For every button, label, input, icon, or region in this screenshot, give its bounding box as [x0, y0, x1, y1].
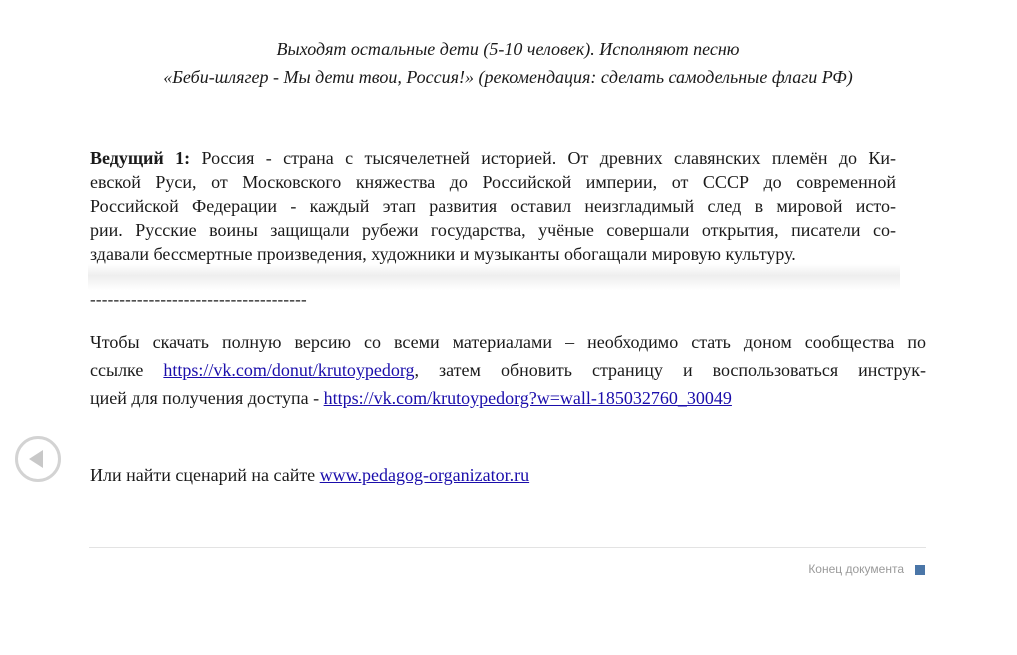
wall-post-link[interactable]: https://vk.com/krutoypedorg?w=wall-185032760_30049 [323, 388, 732, 408]
host-line-5: здавали бессмертные произведения, художники и музыканты обогащали мировую культуру. [90, 244, 796, 264]
end-of-document-label: Конец документа [808, 562, 904, 576]
host-line-3: Российской Федерации - каждый этап развития оставил неизгладимый след в мировой исто- [90, 196, 896, 216]
host-line-4: рии. Русские воины защищали рубежи государства, учёные совершали открытия, писатели со- [90, 220, 896, 240]
donut-link[interactable]: https://vk.com/donut/krutoypedorg [163, 360, 415, 380]
download-line-2-prefix: ссылке [90, 360, 164, 380]
download-instructions [90, 328, 926, 412]
footer-divider [89, 547, 926, 548]
download-line-2 [90, 356, 926, 384]
site-link[interactable]: www.pedagog-organizator.ru [319, 465, 530, 485]
end-marker-icon [915, 565, 925, 575]
site-prefix: Или найти сценарий на сайте [90, 465, 320, 485]
chevron-left-icon [29, 450, 43, 468]
intro-line-2: «Беби-шлягер - Мы дети твои, Россия!» (рекомендация: сделать самодельные флаги РФ) [163, 67, 853, 87]
download-line-2-suffix: , затем обновить страницу и воспользоваться инструк- [414, 360, 927, 380]
preview-fade-overlay [88, 264, 900, 290]
host-line-1 [90, 146, 896, 170]
previous-page-button[interactable] [15, 436, 61, 482]
download-line-1: Чтобы скачать полную версию со всеми материалами – необходимо стать доном сообщества по [90, 332, 926, 352]
site-reference [90, 461, 529, 489]
speaker-label: Ведущий 1: [90, 148, 191, 168]
separator-line: ------------------------------------- [90, 290, 307, 309]
download-line-3-prefix: цией для получения доступа - [90, 388, 324, 408]
host-text: Россия - страна с тысячелетней историей. От древних славянских племён до Ки- [190, 148, 896, 168]
intro-line-1: Выходят остальные дети (5-10 человек). Исполняют песню [276, 39, 740, 59]
host-line-2: евской Руси, от Московского княжества до Российской империи, от СССР до современной [90, 172, 896, 192]
host-speech [90, 146, 896, 266]
download-line-3 [90, 384, 926, 412]
